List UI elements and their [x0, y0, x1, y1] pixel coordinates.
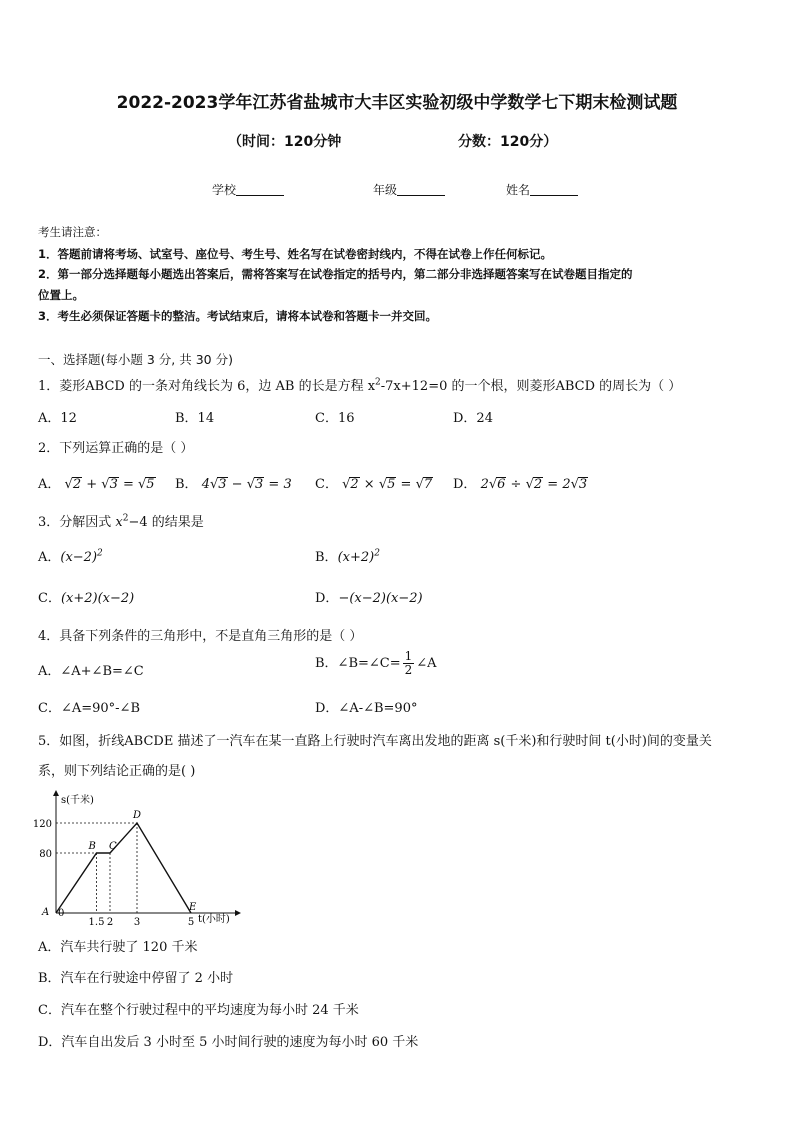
x-tick-label: 3: [133, 917, 141, 928]
y-tick-label: 120: [32, 819, 52, 830]
q3-option-d[interactable]: D．−(x−2)(x−2): [315, 591, 423, 606]
x-tick-label: 5: [187, 917, 195, 928]
point-label-c: C: [109, 841, 117, 852]
question-5: 5．如图，折线ABCDE 描述了一汽车在某一直路上行驶时汽车离出发地的距离 s(千米)和行驶时间 t(小时)间的变量关: [38, 734, 712, 749]
q5-option-a[interactable]: A．汽车共行驶了 120 千米: [38, 940, 198, 955]
q3-option-c[interactable]: C．(x+2)(x−2): [38, 591, 135, 606]
question-4: 4．具备下列条件的三角形中，不是直角三角形的是（ ）: [38, 629, 363, 644]
origin-label: 0: [58, 908, 65, 919]
q1-option-c[interactable]: C．16: [315, 411, 355, 426]
q1-option-b[interactable]: B．14: [175, 411, 215, 426]
school-field[interactable]: [212, 181, 284, 198]
exam-score: 分数：120分）: [458, 134, 558, 150]
notice-item: 3．考生必须保证答题卡的整洁。考试结束后，请将本试卷和答题卡一并交回。: [38, 309, 437, 323]
q4-option-b[interactable]: B．∠B=∠C= $\frac{1}{2}$ ∠A: [315, 649, 437, 677]
grade-field[interactable]: [373, 181, 445, 198]
point-label-d: D: [133, 810, 142, 821]
school-label: 学校: [212, 183, 237, 197]
distance-time-graph: [30, 788, 250, 928]
question-3: 3．分解因式 $x^2-4$ 的结果是: [38, 513, 204, 530]
notice-heading: 考生请注意：: [38, 225, 107, 239]
point-label-b: B: [88, 841, 96, 852]
grade-label: 年级: [373, 183, 398, 197]
x-axis-arrow: [235, 910, 241, 916]
page-title: 2022-2023学年江苏省盐城市大丰区实验初级中学数学七下期末检测试题: [116, 93, 678, 113]
name-blank[interactable]: [530, 183, 578, 196]
exam-time: （时间：120分钟: [228, 134, 342, 150]
section-heading: 一、选择题(每小题 3 分, 共 30 分): [38, 352, 233, 367]
x-tick-label: 2: [106, 917, 114, 928]
notice-item: 2．第一部分选择题每小题选出答案后，需将答案写在试卷指定的括号内，第二部分非选择题答案写在试卷题目指定的: [38, 267, 633, 281]
q4-option-d[interactable]: D．∠A-∠B=90°: [315, 701, 418, 716]
grade-blank[interactable]: [397, 183, 445, 196]
q2-option-c[interactable]: C． √2 × √5 = √7: [315, 477, 433, 492]
y-tick-label: 80: [39, 849, 52, 860]
notice-item: 位置上。: [38, 288, 84, 302]
q5-option-d[interactable]: D．汽车自出发后 3 小时至 5 小时间行驶的速度为每小时 60 千米: [38, 1035, 419, 1050]
x-axis-label: t(小时): [198, 914, 230, 925]
q2-option-d[interactable]: D． 2√6 ÷ √2 = 2√3: [453, 477, 588, 492]
q5-option-b[interactable]: B．汽车在行驶途中停留了 2 小时: [38, 971, 234, 986]
q4-option-c[interactable]: C．∠A=90°-∠B: [38, 701, 141, 716]
q1-option-a[interactable]: A．12: [38, 411, 77, 426]
y-axis-arrow: [53, 790, 59, 796]
q3-option-a[interactable]: A．$(x-2)^2$: [38, 548, 103, 565]
q4-option-a[interactable]: A．∠A+∠B=∠C: [38, 664, 144, 679]
name-label: 姓名: [506, 183, 531, 197]
q2-option-b[interactable]: B． 4√3 − √3 = 3: [175, 477, 292, 492]
point-label-a: A: [42, 907, 50, 918]
name-field[interactable]: [506, 181, 578, 198]
question-2: 2．下列运算正确的是（ ）: [38, 441, 194, 456]
x-tick-label: 1.5: [88, 917, 105, 928]
graph-line-abcde: [56, 823, 191, 913]
q5-option-c[interactable]: C．汽车在整个行驶过程中的平均速度为每小时 24 千米: [38, 1003, 359, 1018]
question-1: 1．菱形ABCD 的一条对角线长为 6，边 AB 的长是方程 $x^2-7x+12=0$ 的一个根，则菱形ABCD 的周长为（ ）: [38, 377, 682, 394]
school-blank[interactable]: [236, 183, 284, 196]
q1-option-d[interactable]: D．24: [453, 411, 493, 426]
q2-option-a[interactable]: A． √2 + √3 = √5: [38, 477, 155, 492]
point-label-e: E: [189, 902, 197, 913]
question-5-cont: 系，则下列结论正确的是( ): [38, 764, 196, 779]
q3-option-b[interactable]: B．$(x+2)^2$: [315, 548, 380, 565]
y-axis-label: s(千米): [61, 795, 94, 806]
notice-item: 1．答题前请将考场、试室号、座位号、考生号、姓名写在试卷密封线内，不得在试卷上作任何标记。: [38, 247, 552, 261]
